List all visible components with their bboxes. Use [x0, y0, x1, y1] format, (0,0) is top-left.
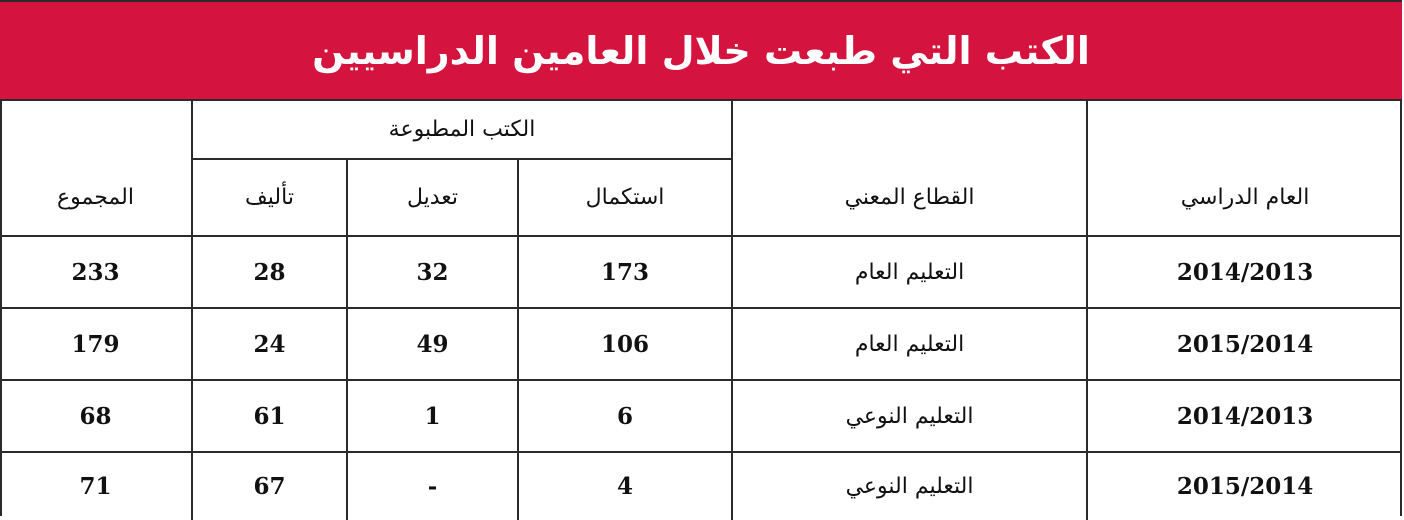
cell-completion: 4 — [518, 452, 732, 520]
header-authoring: تأليف — [192, 159, 347, 236]
header-total: المجموع — [0, 101, 192, 236]
table-title: الكتب التي طبعت خلال العامين الدراسيين — [312, 28, 1090, 73]
cell-completion: 6 — [518, 380, 732, 452]
cell-completion: 173 — [518, 236, 732, 308]
cell-sector: التعليم العام — [732, 236, 1087, 308]
cell-sector: التعليم العام — [732, 308, 1087, 380]
cell-sector: التعليم النوعي — [732, 380, 1087, 452]
cell-total: 71 — [0, 452, 192, 520]
cell-total: 233 — [0, 236, 192, 308]
cell-total: 179 — [0, 308, 192, 380]
table-title-bar — [0, 0, 1402, 101]
table-row — [0, 308, 1402, 380]
cell-year: 2014/2013 — [1087, 380, 1402, 452]
header-row-top — [0, 101, 1402, 159]
cell-year: 2015/2014 — [1087, 452, 1402, 520]
cell-sector: التعليم النوعي — [732, 452, 1087, 520]
header-printed-books: الكتب المطبوعة — [192, 101, 732, 159]
header-completion: استكمال — [518, 159, 732, 236]
cell-authoring: 24 — [192, 308, 347, 380]
header-modification: تعديل — [347, 159, 518, 236]
cell-modification: 49 — [347, 308, 518, 380]
header-sector: القطاع المعني — [732, 101, 1087, 236]
header-academic-year: العام الدراسي — [1087, 101, 1402, 236]
cell-year: 2014/2013 — [1087, 236, 1402, 308]
cell-total: 68 — [0, 380, 192, 452]
cell-year: 2015/2014 — [1087, 308, 1402, 380]
printed-books-table — [0, 101, 1402, 520]
cell-completion: 106 — [518, 308, 732, 380]
table-row — [0, 236, 1402, 308]
cell-authoring: 67 — [192, 452, 347, 520]
cell-modification: - — [347, 452, 518, 520]
cell-modification: 32 — [347, 236, 518, 308]
cell-authoring: 28 — [192, 236, 347, 308]
cell-authoring: 61 — [192, 380, 347, 452]
table-row — [0, 452, 1402, 520]
table-row — [0, 380, 1402, 452]
cell-modification: 1 — [347, 380, 518, 452]
